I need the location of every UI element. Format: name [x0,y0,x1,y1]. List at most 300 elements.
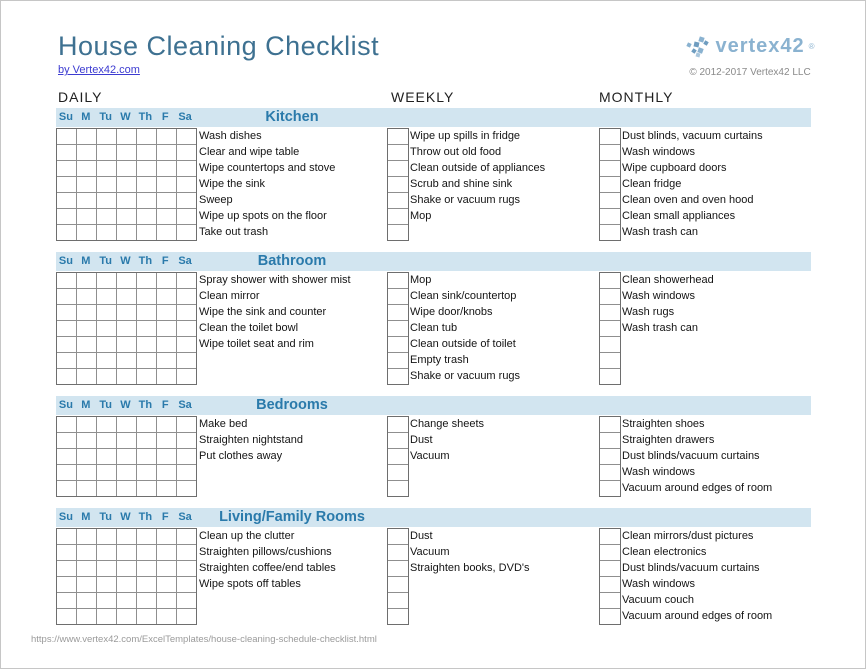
day-checkbox[interactable] [97,465,116,480]
monthly-task: Wash windows [622,578,695,590]
day-checkbox[interactable] [117,129,136,144]
day-checkbox[interactable] [157,161,176,176]
weekly-checkbox[interactable] [388,449,408,464]
day-checkbox[interactable] [77,449,96,464]
monthly-checkbox[interactable] [600,225,620,240]
day-checkbox[interactable] [137,529,156,544]
weekly-task: Clean sink/countertop [410,290,517,302]
day-checkbox[interactable] [57,273,76,288]
monthly-grid [599,528,621,625]
day-checkbox[interactable] [137,369,156,384]
day-checkbox[interactable] [77,177,96,192]
monthly-checkbox[interactable] [600,289,620,304]
byline-link[interactable]: by Vertex42.com [58,64,140,76]
day-checkbox[interactable] [97,177,116,192]
day-checkbox[interactable] [97,353,116,368]
day-header: Su [58,399,73,411]
weekly-task: Scrub and shine sink [410,178,513,190]
day-checkbox[interactable] [137,321,156,336]
day-header: M [81,255,91,267]
day-checkbox[interactable] [137,273,156,288]
daily-task: Clear and wipe table [199,146,300,158]
day-checkbox[interactable] [97,289,116,304]
daily-task: Spray shower with shower mist [199,274,351,286]
monthly-checkbox[interactable] [600,449,620,464]
monthly-checkbox[interactable] [600,177,620,192]
day-checkbox[interactable] [157,129,176,144]
weekly-task: Throw out old food [410,146,502,158]
day-checkbox[interactable] [177,209,196,224]
day-checkbox[interactable] [157,337,176,352]
day-checkbox[interactable] [137,593,156,608]
monthly-task: Straighten drawers [622,434,715,446]
daily-task: Wipe the sink [199,178,266,190]
day-checkbox[interactable] [177,273,196,288]
vertex42-logo-icon [685,36,711,58]
day-checkbox[interactable] [97,305,116,320]
weekly-task: Clean outside of appliances [410,162,546,174]
weekly-checkbox[interactable] [388,417,408,432]
day-checkbox[interactable] [57,433,76,448]
weekly-task: Vacuum [410,450,450,462]
day-checkbox[interactable] [57,417,76,432]
day-checkbox[interactable] [137,577,156,592]
day-checkbox[interactable] [157,545,176,560]
weekly-checkbox[interactable] [388,593,408,608]
day-checkbox[interactable] [157,481,176,496]
day-checkbox[interactable] [57,145,76,160]
day-checkbox[interactable] [117,577,136,592]
day-checkbox[interactable] [57,529,76,544]
daily-task: Sweep [199,194,233,206]
day-checkbox[interactable] [117,449,136,464]
weekly-task: Mop [410,210,432,222]
weekly-checkbox[interactable] [388,145,408,160]
weekly-checkbox[interactable] [388,225,408,240]
day-checkbox[interactable] [77,465,96,480]
day-checkbox[interactable] [177,433,196,448]
day-header-row [56,252,195,271]
monthly-checkbox[interactable] [600,481,620,496]
day-checkbox[interactable] [177,321,196,336]
day-checkbox[interactable] [117,529,136,544]
day-checkbox[interactable] [177,481,196,496]
day-checkbox[interactable] [77,609,96,624]
day-checkbox[interactable] [57,337,76,352]
day-checkbox[interactable] [117,321,136,336]
weekly-checkbox[interactable] [388,289,408,304]
day-checkbox[interactable] [177,305,196,320]
daily-task: Make bed [199,418,248,430]
weekly-task-list [410,528,530,576]
day-checkbox[interactable] [157,273,176,288]
day-checkbox[interactable] [117,145,136,160]
day-checkbox[interactable] [157,577,176,592]
day-checkbox[interactable] [77,337,96,352]
day-checkbox[interactable] [117,337,136,352]
day-checkbox[interactable] [177,337,196,352]
day-checkbox[interactable] [177,225,196,240]
weekly-checkbox[interactable] [388,465,408,480]
day-checkbox[interactable] [97,449,116,464]
day-checkbox[interactable] [57,193,76,208]
day-checkbox[interactable] [57,593,76,608]
monthly-checkbox[interactable] [600,465,620,480]
day-checkbox[interactable] [137,481,156,496]
day-checkbox[interactable] [97,577,116,592]
day-checkbox[interactable] [117,417,136,432]
day-checkbox[interactable] [57,609,76,624]
day-checkbox[interactable] [117,369,136,384]
monthly-checkbox[interactable] [600,321,620,336]
monthly-checkbox[interactable] [600,305,620,320]
day-checkbox[interactable] [77,433,96,448]
day-checkbox[interactable] [177,289,196,304]
day-checkbox[interactable] [117,161,136,176]
weekly-checkbox[interactable] [388,545,408,560]
monthly-grid [599,128,621,241]
registered-mark: ® [808,42,815,51]
day-checkbox[interactable] [97,561,116,576]
day-header: W [120,399,131,411]
day-header: Sa [178,111,192,123]
monthly-task-list [622,128,763,240]
day-checkbox[interactable] [57,209,76,224]
day-header: W [120,511,131,523]
weekly-checkbox[interactable] [388,369,408,384]
day-checkbox[interactable] [137,209,156,224]
day-checkbox[interactable] [77,545,96,560]
day-checkbox[interactable] [157,561,176,576]
day-checkbox[interactable] [57,225,76,240]
day-checkbox[interactable] [177,561,196,576]
day-checkbox[interactable] [157,529,176,544]
day-checkbox[interactable] [97,545,116,560]
weekly-checkbox[interactable] [388,609,408,624]
section-title: Kitchen [265,109,319,125]
day-checkbox[interactable] [57,369,76,384]
monthly-checkbox[interactable] [600,161,620,176]
monthly-checkbox[interactable] [600,433,620,448]
day-checkbox[interactable] [157,321,176,336]
day-header-row [56,108,195,127]
day-checkbox[interactable] [97,321,116,336]
weekly-checkbox[interactable] [388,337,408,352]
day-checkbox[interactable] [97,193,116,208]
weekly-checkbox[interactable] [388,161,408,176]
day-checkbox[interactable] [137,449,156,464]
column-header-weekly: WEEKLY [391,89,455,105]
monthly-task-list [622,416,772,496]
weekly-task: Wipe up spills in fridge [410,130,521,142]
weekly-task: Mop [410,274,432,286]
weekly-checkbox[interactable] [388,433,408,448]
monthly-task: Clean small appliances [622,210,736,222]
day-header: F [161,399,169,411]
day-checkbox[interactable] [77,225,96,240]
monthly-checkbox[interactable] [600,417,620,432]
day-checkbox[interactable] [157,177,176,192]
day-checkbox[interactable] [57,161,76,176]
day-checkbox[interactable] [157,305,176,320]
day-checkbox[interactable] [77,161,96,176]
monthly-task: Clean showerhead [622,274,714,286]
day-header: M [81,511,91,523]
day-checkbox[interactable] [157,369,176,384]
weekly-checkbox[interactable] [388,481,408,496]
daily-task: Wipe toilet seat and rim [199,338,314,350]
page-title: House Cleaning Checklist [58,31,380,61]
day-checkbox[interactable] [77,129,96,144]
daily-task: Clean mirror [199,290,260,302]
day-checkbox[interactable] [77,593,96,608]
day-checkbox[interactable] [177,577,196,592]
monthly-task: Wash trash can [622,226,699,238]
weekly-checkbox[interactable] [388,305,408,320]
monthly-checkbox[interactable] [600,209,620,224]
day-checkbox[interactable] [177,129,196,144]
day-checkbox[interactable] [77,289,96,304]
day-checkbox[interactable] [157,289,176,304]
day-checkbox[interactable] [157,449,176,464]
weekly-checkbox[interactable] [388,321,408,336]
day-header: Tu [99,255,112,267]
weekly-task: Shake or vacuum rugs [410,194,521,206]
monthly-task: Vacuum around edges of room [622,610,773,622]
day-checkbox[interactable] [57,353,76,368]
day-checkbox[interactable] [177,145,196,160]
day-checkbox[interactable] [117,609,136,624]
day-header: Sa [178,511,192,523]
day-checkbox[interactable] [117,193,136,208]
day-checkbox[interactable] [117,273,136,288]
monthly-checkbox[interactable] [600,337,620,352]
weekly-checkbox[interactable] [388,577,408,592]
day-checkbox[interactable] [77,481,96,496]
weekly-checkbox[interactable] [388,353,408,368]
monthly-checkbox[interactable] [600,369,620,384]
day-checkbox[interactable] [97,481,116,496]
day-checkbox[interactable] [97,337,116,352]
day-checkbox[interactable] [97,529,116,544]
day-checkbox[interactable] [137,337,156,352]
day-checkbox[interactable] [77,369,96,384]
day-checkbox[interactable] [57,177,76,192]
day-checkbox[interactable] [57,481,76,496]
day-checkbox[interactable] [137,417,156,432]
monthly-task: Straighten shoes [622,418,705,430]
day-grid [56,528,197,625]
day-checkbox[interactable] [117,593,136,608]
weekly-task-list [410,272,520,384]
day-checkbox[interactable] [97,433,116,448]
day-checkbox[interactable] [117,289,136,304]
day-checkbox[interactable] [57,465,76,480]
monthly-checkbox[interactable] [600,273,620,288]
day-checkbox[interactable] [137,609,156,624]
vertex42-logo-text: vertex42 [715,35,805,57]
daily-task: Straighten pillows/cushions [199,546,332,558]
daily-task: Clean the toilet bowl [199,322,299,334]
day-checkbox[interactable] [97,609,116,624]
day-checkbox[interactable] [97,225,116,240]
weekly-checkbox[interactable] [388,561,408,576]
day-checkbox[interactable] [57,305,76,320]
weekly-grid [387,416,409,497]
day-checkbox[interactable] [77,193,96,208]
day-checkbox[interactable] [77,305,96,320]
day-checkbox[interactable] [157,593,176,608]
monthly-task: Wash windows [622,290,695,302]
day-checkbox[interactable] [77,577,96,592]
day-checkbox[interactable] [57,449,76,464]
day-checkbox[interactable] [157,353,176,368]
monthly-task: Wash trash can [622,322,699,334]
day-checkbox[interactable] [157,193,176,208]
weekly-task: Straighten books, DVD's [410,562,530,574]
day-checkbox[interactable] [97,129,116,144]
day-checkbox[interactable] [177,465,196,480]
weekly-checkbox[interactable] [388,129,408,144]
daily-task: Wash dishes [199,130,262,142]
day-checkbox[interactable] [77,145,96,160]
day-checkbox[interactable] [117,177,136,192]
day-checkbox[interactable] [157,145,176,160]
weekly-checkbox[interactable] [388,177,408,192]
day-checkbox[interactable] [77,353,96,368]
weekly-checkbox[interactable] [388,209,408,224]
day-checkbox[interactable] [137,129,156,144]
day-checkbox[interactable] [177,545,196,560]
day-checkbox[interactable] [137,193,156,208]
day-checkbox[interactable] [57,545,76,560]
day-checkbox[interactable] [177,593,196,608]
day-checkbox[interactable] [157,417,176,432]
weekly-checkbox[interactable] [388,529,408,544]
day-checkbox[interactable] [117,209,136,224]
day-checkbox[interactable] [97,161,116,176]
day-checkbox[interactable] [157,225,176,240]
weekly-task: Vacuum [410,546,450,558]
daily-task: Put clothes away [199,450,283,462]
day-checkbox[interactable] [157,209,176,224]
day-checkbox[interactable] [77,561,96,576]
day-checkbox[interactable] [177,529,196,544]
day-checkbox[interactable] [137,225,156,240]
monthly-checkbox[interactable] [600,561,620,576]
monthly-checkbox[interactable] [600,609,620,624]
day-checkbox[interactable] [97,417,116,432]
section-title: Living/Family Rooms [219,509,365,525]
day-checkbox[interactable] [117,545,136,560]
day-header: Tu [99,111,112,123]
day-checkbox[interactable] [137,145,156,160]
weekly-grid [387,128,409,241]
day-checkbox[interactable] [137,177,156,192]
monthly-task-list [622,272,714,336]
day-checkbox[interactable] [57,561,76,576]
day-checkbox[interactable] [97,593,116,608]
monthly-checkbox[interactable] [600,593,620,608]
weekly-task: Empty trash [410,354,469,366]
day-checkbox[interactable] [137,305,156,320]
daily-task: Clean up the clutter [199,530,295,542]
day-checkbox[interactable] [137,353,156,368]
day-checkbox[interactable] [117,561,136,576]
day-checkbox[interactable] [137,545,156,560]
day-checkbox[interactable] [177,369,196,384]
day-checkbox[interactable] [77,273,96,288]
day-header: Tu [99,511,112,523]
day-checkbox[interactable] [117,465,136,480]
day-checkbox[interactable] [137,161,156,176]
day-checkbox[interactable] [177,449,196,464]
day-checkbox[interactable] [97,369,116,384]
day-checkbox[interactable] [77,209,96,224]
weekly-grid [387,528,409,625]
day-checkbox[interactable] [177,353,196,368]
day-checkbox[interactable] [57,577,76,592]
day-checkbox[interactable] [77,417,96,432]
day-checkbox[interactable] [57,321,76,336]
monthly-checkbox[interactable] [600,545,620,560]
monthly-checkbox[interactable] [600,529,620,544]
day-checkbox[interactable] [177,609,196,624]
day-checkbox[interactable] [177,177,196,192]
weekly-checkbox[interactable] [388,193,408,208]
day-checkbox[interactable] [97,145,116,160]
day-checkbox[interactable] [157,433,176,448]
day-checkbox[interactable] [57,289,76,304]
day-checkbox[interactable] [177,193,196,208]
monthly-checkbox[interactable] [600,145,620,160]
day-checkbox[interactable] [117,433,136,448]
day-checkbox[interactable] [117,353,136,368]
monthly-checkbox[interactable] [600,353,620,368]
day-checkbox[interactable] [157,465,176,480]
day-checkbox[interactable] [137,433,156,448]
day-checkbox[interactable] [137,465,156,480]
day-checkbox[interactable] [137,561,156,576]
day-checkbox[interactable] [117,481,136,496]
monthly-grid [599,416,621,497]
monthly-checkbox[interactable] [600,577,620,592]
day-checkbox[interactable] [57,129,76,144]
day-checkbox[interactable] [77,321,96,336]
monthly-task: Wash windows [622,146,695,158]
day-checkbox[interactable] [117,305,136,320]
day-checkbox[interactable] [97,273,116,288]
day-header: Sa [178,399,192,411]
day-checkbox[interactable] [157,609,176,624]
copyright-text: © 2012-2017 Vertex42 LLC [689,67,811,78]
day-checkbox[interactable] [77,529,96,544]
day-checkbox[interactable] [117,225,136,240]
day-checkbox[interactable] [177,161,196,176]
day-checkbox[interactable] [97,209,116,224]
day-checkbox[interactable] [177,417,196,432]
monthly-checkbox[interactable] [600,129,620,144]
monthly-task: Dust blinds/vacuum curtains [622,562,760,574]
day-checkbox[interactable] [137,289,156,304]
monthly-task-list [622,528,772,624]
day-grid [56,128,197,241]
weekly-task: Shake or vacuum rugs [410,370,521,382]
weekly-checkbox[interactable] [388,273,408,288]
weekly-task-list [410,416,484,464]
monthly-checkbox[interactable] [600,193,620,208]
monthly-task: Wash rugs [622,306,675,318]
